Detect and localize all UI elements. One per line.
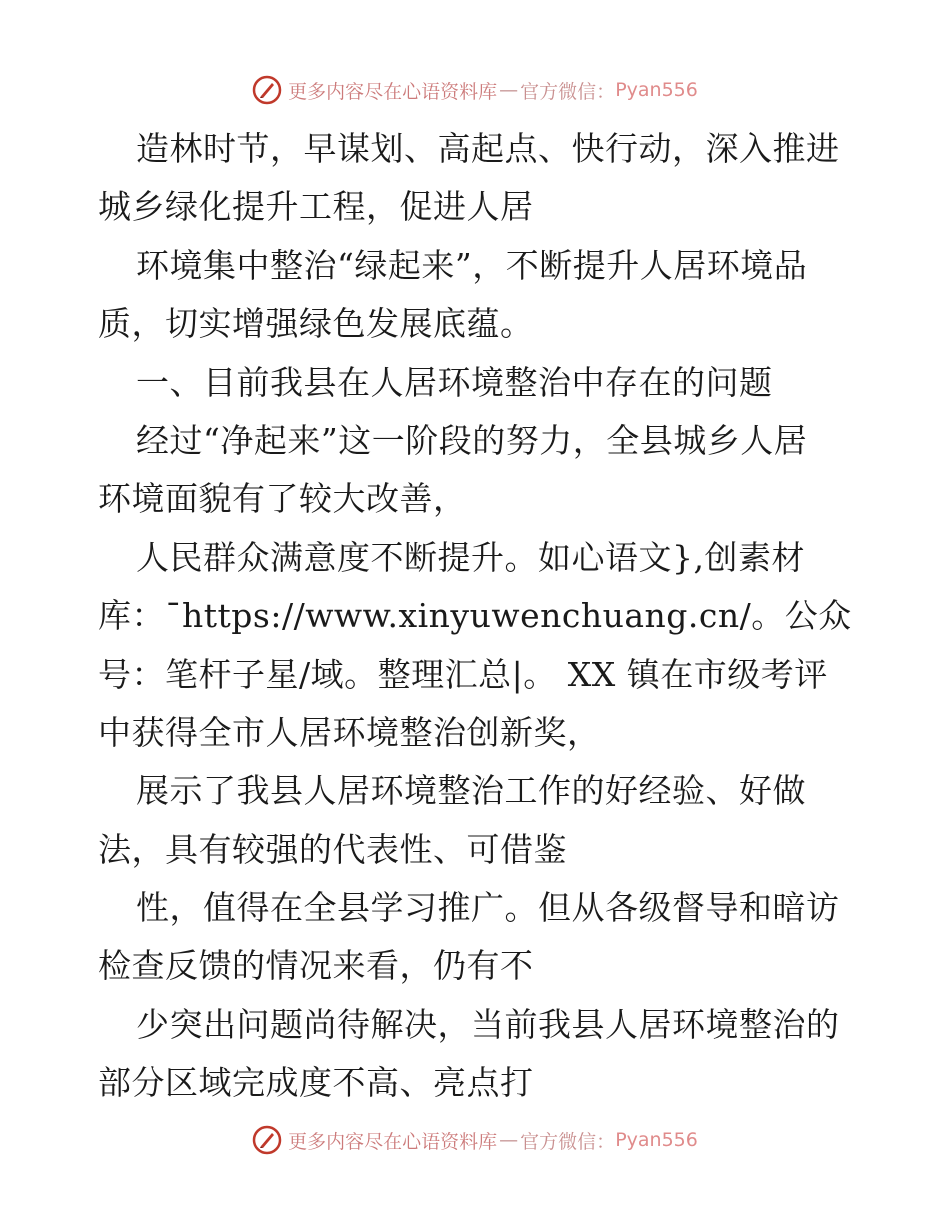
text-line: 检查反馈的情况来看，仍有不 xyxy=(98,946,534,986)
text-line: 部分区域完成度不高、亮点打 xyxy=(98,1063,534,1103)
header-watermark xyxy=(0,70,950,110)
text-line: 环境面貌有了较大改善， xyxy=(98,479,467,519)
watermark-separator: — xyxy=(499,1129,519,1151)
text-line: 经过“净起来”这一阶段的努力，全县城乡人居 xyxy=(136,420,808,460)
text-line: 法，具有较强的代表性、可借鉴 xyxy=(98,829,567,869)
quill-logo-icon xyxy=(252,75,282,105)
watermark-official-label: 官方微信： xyxy=(520,80,616,103)
watermark-separator: — xyxy=(499,79,519,101)
text-line: 质，切实增强绿色发展底蕴。 xyxy=(98,304,534,344)
quill-logo-icon xyxy=(252,1125,282,1155)
watermark-wechat-id: Pyan556 xyxy=(615,79,698,101)
watermark-brand: 更多内容尽在心语资料库 xyxy=(288,1130,498,1153)
text-line: 号：笔杆子星/域。整理汇总|。 XX 镇在市级考评 xyxy=(98,654,828,694)
text-line: 性，值得在全县学习推广。但从各级督导和暗访 xyxy=(136,888,840,928)
text-line: 环境集中整治“绿起来”，不断提升人居环境品 xyxy=(136,245,808,285)
document-body xyxy=(98,126,858,1119)
text-line: 库：¯https://www.xinyuwenchuang.cn/。公众 xyxy=(98,596,852,636)
text-line: 城乡绿化提升工程，促进人居 xyxy=(98,187,534,227)
footer-watermark xyxy=(0,1120,950,1160)
text-line: 展示了我县人居环境整治工作的好经验、好做 xyxy=(136,771,806,811)
watermark-brand: 更多内容尽在心语资料库 xyxy=(288,80,498,103)
section-heading: 一、目前我县在人居环境整治中存在的问题 xyxy=(136,362,773,402)
text-line: 中获得全市人居环境整治创新奖， xyxy=(98,712,601,752)
text-line: 造林时节，早谋划、高起点、快行动，深入推进 xyxy=(136,129,840,168)
text-line: 人民群众满意度不断提升。如心语文},创素材 xyxy=(136,537,805,577)
text-line: 少突出问题尚待解决，当前我县人居环境整治的 xyxy=(136,1004,840,1044)
watermark-wechat-id: Pyan556 xyxy=(615,1129,698,1151)
watermark-official-label: 官方微信： xyxy=(520,1130,616,1153)
